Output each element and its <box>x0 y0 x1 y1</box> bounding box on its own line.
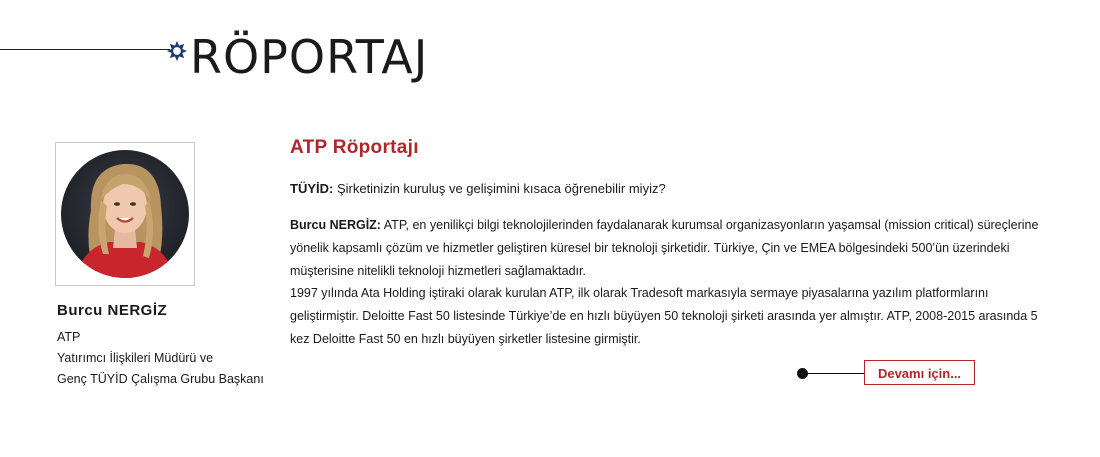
answer-label: Burcu NERGİZ: <box>290 218 381 232</box>
person-name: Burcu NERGİZ <box>57 302 168 319</box>
answer-paragraph-2: 1997 yılında Ata Holding iştiraki olarak kurulan ATP, ilk olarak Tradesoft markasıyla sermaye piyasalarına yazılım platformlarını geliştirmiştir. Deloitte Fast 50 listesinde Türkiye’de en hızlı büyüyen 50 teknoloji şirketi arasında yer almıştır. ATP, 2008-2015 arasında 5 kez Deloitte Fast 50 en hızlı büyüyen şirketler listesine girmiştir. <box>290 286 1038 346</box>
answer-paragraph-1 <box>290 214 1055 282</box>
header-rule <box>0 49 170 50</box>
question-label: TÜYİD: <box>290 181 334 196</box>
person-group: Genç TÜYİD Çalışma Grubu Başkanı <box>57 372 264 386</box>
person-company: ATP <box>57 330 81 344</box>
avatar <box>61 150 189 278</box>
interview-answer <box>290 214 1055 351</box>
section-title: RÖPORTAJ <box>190 30 429 84</box>
question-text: Şirketinizin kuruluş ve gelişimini kısaca öğrenebilir miyiz? <box>333 181 666 196</box>
read-more-button[interactable]: Devamı için... <box>864 360 975 385</box>
interview-question <box>290 181 1050 196</box>
answer-text-1: ATP, en yenilikçi bilgi teknolojilerinden faydalanarak kurumsal organizasyonların yaşamsal (mission critical) süreçlerine yönelik kapsamlı çözüm ve hizmetler geliştiren küresel bir teknoloji şirketidir. Türkiye, Çin ve EMEA bölgesindeki 500’ün üzerindeki müşterisine nitelikli teknoloji hizmetleri sağlamaktadır. <box>290 218 1039 278</box>
more-connector <box>805 373 865 374</box>
profile-photo-frame <box>55 142 195 286</box>
star-icon <box>166 40 188 62</box>
person-role: Yatırımcı İlişkileri Müdürü ve <box>57 351 214 365</box>
article-title: ATP Röportajı <box>290 137 419 158</box>
